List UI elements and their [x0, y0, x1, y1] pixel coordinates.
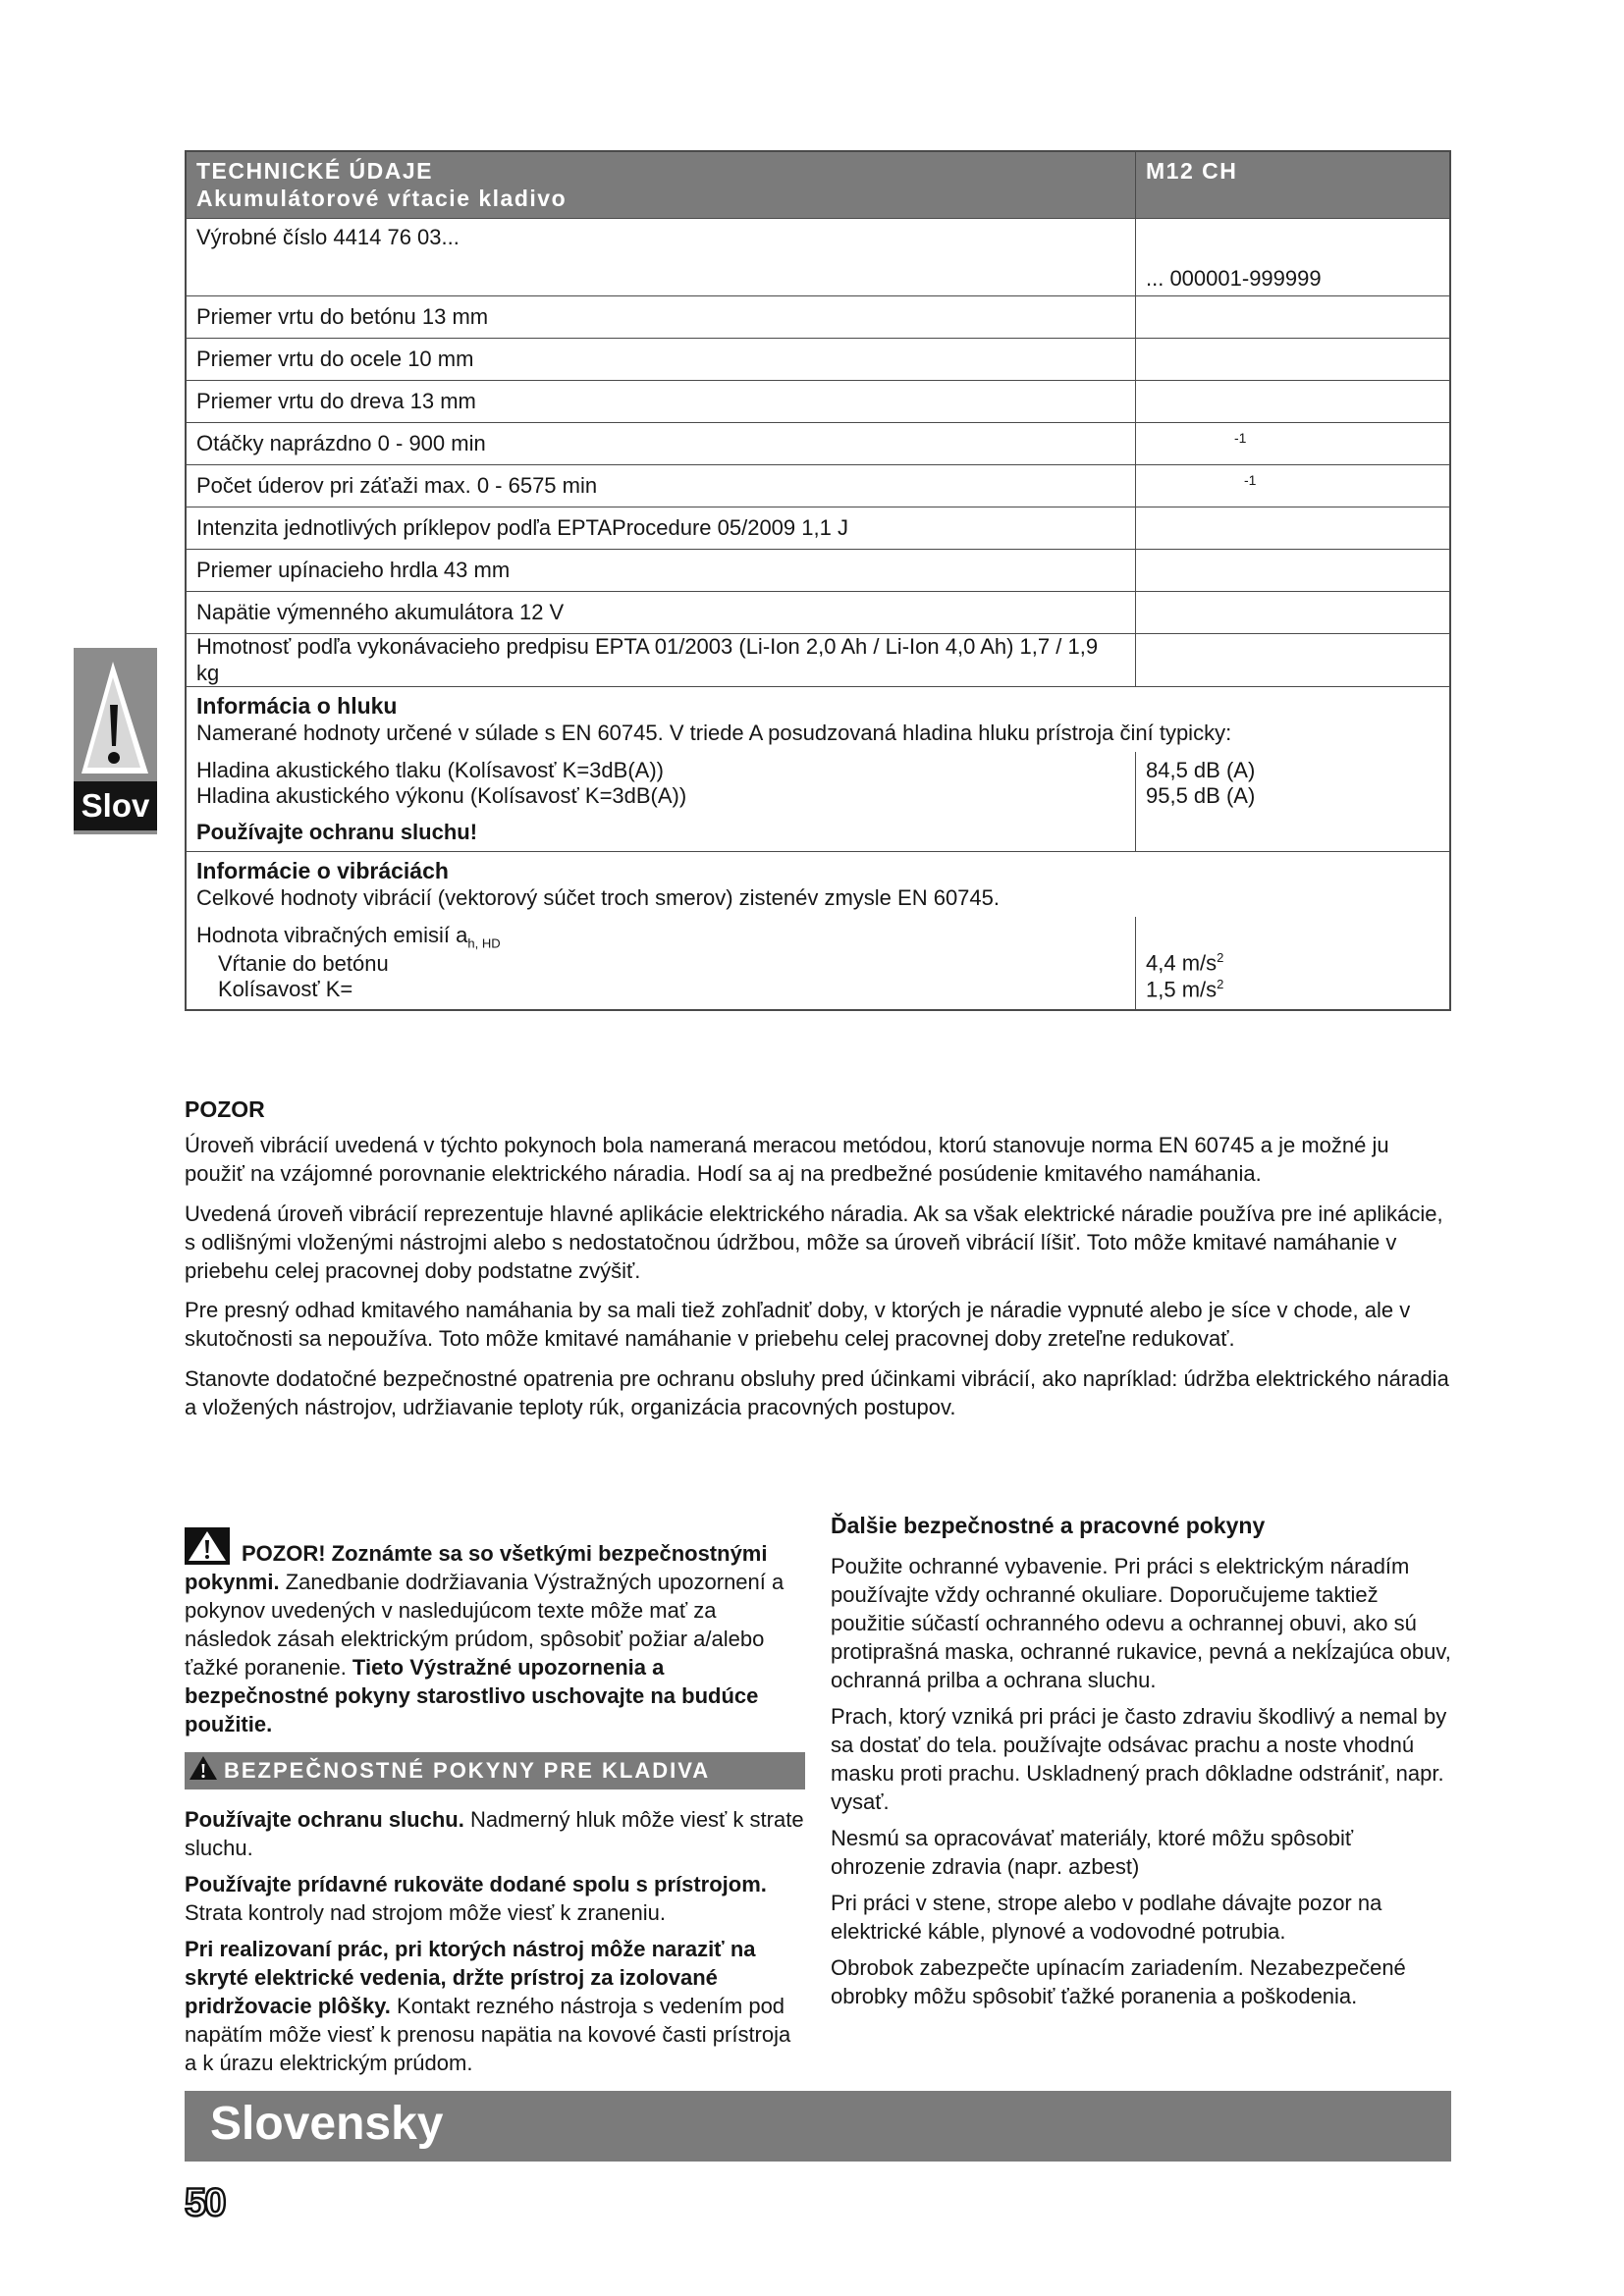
noise-labels	[186, 752, 1136, 852]
instruction-item	[185, 1935, 805, 2077]
pozor-paragraph-3: Pre presný odhad kmitavého namáhania by sa mali tiež zohľadniť doby, v ktorých je náradie vypnuté alebo je síce v chode, ale v skutočnosti sa nepoužíva. Toto môže kmitavé namáhanie v priebehu celej pracovnej doby zreteľne redukovať.	[185, 1298, 1411, 1351]
noise-pressure-value: 84,5 dB (A)	[1146, 757, 1256, 782]
section-title-bar	[185, 1752, 805, 1789]
square-exponent: 2	[1217, 977, 1224, 992]
vibration-intro-row	[186, 852, 1450, 917]
spec-label: Priemer upínacieho hrdla 43 mm	[186, 550, 1136, 592]
title-technical-data: TECHNICKÉ ÚDAJE	[196, 158, 434, 184]
pozor-heading: POZOR	[185, 1096, 265, 1122]
safety-paragraph: Pri práci v stene, strope alebo v podlahe dávajte pozor na elektrické káble, plynové a vodovodné potrubia.	[831, 1891, 1382, 1944]
safety-paragraph: Obrobok zabezpečte upínacím zariadením. Nezabezpečené obrobky môžu spôsobiť ťažké poranenia a poškodenia.	[831, 1955, 1406, 2008]
table-row	[186, 339, 1450, 381]
table-title	[186, 151, 1136, 219]
vibration-title: Informácie o vibráciách	[196, 858, 449, 884]
spec-label: Počet úderov pri záťaži max. 0 - 6575 min	[186, 465, 1136, 507]
table-row	[186, 296, 1450, 339]
instruction-text: Strata kontroly nad strojom môže viesť k zraneniu.	[185, 1900, 667, 1925]
spec-value	[1136, 507, 1451, 550]
instruction-text: Kontakt rezného nástroja s vedením pod napätím môže viesť k prenosu napätia na kovové časti prístroja a k úrazu elektrickým prúdom.	[185, 1994, 791, 2075]
table-row	[186, 219, 1450, 296]
footer-language: Slovensky	[210, 2098, 444, 2150]
square-exponent: 2	[1217, 950, 1224, 966]
model-name: M12 CH	[1136, 151, 1451, 219]
noise-pressure-label: Hladina akustického tlaku (Kolísavosť K=3dB(A))	[196, 757, 664, 782]
warning-bold-text: POZOR! Zoznámte sa so všetkými bezpečnostnými pokynmi.	[185, 1541, 768, 1594]
section-title: BEZPEČNOSTNÉ POKYNY PRE KLADIVA	[224, 1758, 711, 1783]
unit-exponent: -1	[1244, 471, 1257, 488]
instruction-item	[185, 1870, 805, 1927]
warning-icon	[78, 656, 152, 783]
safety-paragraph: Nesmú sa opracovávať materiály, ktoré môžu spôsobiť ohrozenie zdravia (napr. azbest)	[831, 1826, 1354, 1879]
spec-value	[1136, 296, 1451, 339]
instruction-bold: Pri realizovaní prác, pri ktorých nástroj môže naraziť na skryté elektrické vedenia, držte prístroj za izolované pridržovacie plôšky.	[185, 1937, 756, 2018]
vibration-k-label: Kolísavosť K=	[218, 977, 353, 1002]
spec-label: Intenzita jednotlivých príklepov podľa EPTAProcedure 05/2009 1,1 J	[186, 507, 1136, 550]
noise-power-label: Hladina akustického výkonu (Kolísavosť K=3dB(A))	[196, 783, 687, 809]
pozor-paragraph-4: Stanovte dodatočné bezpečnostné opatrenia pre ochranu obsluhy pred účinkami vibrácií, ako napríklad: údržba elektrického náradia a vložených nástrojov, udržiavanie teploty rúk, organizácia pracovných postupov.	[185, 1366, 1449, 1419]
warning-text: Zanedbanie dodržiavania Výstražných upozornení a pokynov uvedených v nasledujúcom texte môže mať za následok zásah elektrickým prúdom, spôsobiť požiar a/alebo ťažké poranenie.	[185, 1570, 785, 1680]
spec-value	[1136, 423, 1451, 465]
page-number: 50	[185, 2181, 225, 2224]
vibration-drill-label: Vŕtanie do betónu	[218, 951, 389, 977]
noise-values-row	[186, 752, 1450, 852]
vibration-intro: Celkové hodnoty vibrácií (vektorový súčet troch smerov) zistenév zmysle EN 60745.	[196, 884, 1000, 910]
spec-label: Napätie výmenného akumulátora 12 V	[186, 592, 1136, 634]
table-row	[186, 465, 1450, 507]
safety-paragraph: Použite ochranné vybavenie. Pri práci s elektrickým náradím používajte vždy ochranné okuliare. Doporučujeme taktiež použitie súčastí ochranného odevu a ochrannej obuvi, ako sú protiprašná maska, ochranné rukavice, pevná a nekĺzajúca obuv, ochranná prilba a ochrana sluchu.	[831, 1554, 1451, 1692]
vibration-subscript: h, HD	[467, 935, 501, 951]
spec-label: Priemer vrtu do dreva 13 mm	[186, 381, 1136, 423]
general-warning	[185, 1527, 805, 1738]
footer-language-bar	[185, 2091, 1451, 2162]
hearing-protection-note: Používajte ochranu sluchu!	[196, 819, 478, 844]
vibration-drill-number: 4,4 m/s	[1146, 950, 1218, 976]
instruction-item	[185, 1805, 805, 1862]
noise-intro-row	[186, 686, 1450, 751]
technical-data-table	[185, 150, 1451, 1011]
safety-paragraph: Prach, ktorý vzniká pri práci je často zdraviu škodlivý a nemal by sa dostať do tela. používajte odsávac prachu a noste vhodnú masku proti prachu. Uskladnený prach dôkladne odstrániť, napr. vysať.	[831, 1704, 1447, 1814]
table-row	[186, 423, 1450, 465]
noise-power-value: 95,5 dB (A)	[1146, 783, 1256, 809]
right-column-title: Ďalšie bezpečnostné a pracovné pokyny	[831, 1513, 1266, 1538]
warning-triangle-icon	[189, 1755, 218, 1781]
right-column	[831, 1512, 1451, 2018]
vibration-intro-cell	[186, 852, 1450, 917]
instruction-bold: Používajte prídavné rukoväte dodané spolu s prístrojom.	[185, 1872, 767, 1896]
spec-value	[1136, 550, 1451, 592]
table-row	[186, 634, 1450, 687]
noise-title: Informácia o hluku	[196, 692, 398, 719]
unit-exponent: -1	[1234, 429, 1247, 446]
side-tab-label: Slov	[74, 781, 157, 830]
serial-value: ... 000001-999999	[1136, 219, 1451, 296]
vibration-drill-value	[1146, 950, 1439, 977]
vibration-k-value	[1146, 977, 1439, 1003]
vibration-values	[1136, 917, 1451, 1010]
spec-value	[1136, 634, 1451, 687]
spec-value	[1136, 381, 1451, 423]
noise-intro-cell	[186, 686, 1450, 751]
vibration-k-number: 1,5 m/s	[1146, 977, 1218, 1002]
table-row	[186, 381, 1450, 423]
instruction-bold: Používajte ochranu sluchu.	[185, 1807, 464, 1832]
warning-triangle-icon	[185, 1527, 230, 1565]
serial-label: Výrobné číslo 4414 76 03...	[186, 219, 1136, 296]
table-header	[186, 151, 1450, 219]
table-row	[186, 592, 1450, 634]
language-side-tab	[74, 648, 157, 834]
vibration-values-row	[186, 917, 1450, 1010]
spec-value	[1136, 592, 1451, 634]
table-row	[186, 550, 1450, 592]
left-column	[185, 1512, 805, 2085]
warning-bold-text-2: Tieto Výstražné upozornenia a bezpečnostné pokyny starostlivo uschovajte na budúce použitie.	[185, 1655, 759, 1736]
spec-value	[1136, 339, 1451, 381]
vibration-emission-label	[196, 923, 1125, 951]
pozor-paragraph-1: Úroveň vibrácií uvedená v týchto pokynoch bola nameraná meracou metódou, ktorú stanovuje norma EN 60745 a je možné ju použiť na vzájomné porovnanie elektrického náradia. Hodí sa aj na predbežné posúdenie kmitavého namáhania.	[185, 1133, 1389, 1186]
vibration-emission-text: Hodnota vibračných emisií a	[196, 923, 468, 948]
pozor-paragraph-2: Uvedená úroveň vibrácií reprezentuje hlavné aplikácie elektrického náradia. Ak sa však elektrické náradie používa pre iné aplikácie, s odlišnými vloženými nástrojmi alebo s nedostatočnou údržbou, môže sa úroveň vibrácií líšiť. Toto môže kmitavé namáhanie v priebehu celej pracovnej doby podstatne zvýšiť.	[185, 1201, 1443, 1283]
noise-intro: Namerané hodnoty určené v súlade s EN 60745. V triede A posudzovaná hladina hluku prístroja činí typicky:	[196, 720, 1232, 745]
title-product: Akumulátorové vŕtacie kladivo	[196, 185, 568, 211]
spec-label: Priemer vrtu do betónu 13 mm	[186, 296, 1136, 339]
spec-value	[1136, 465, 1451, 507]
noise-values	[1136, 752, 1451, 852]
vibration-labels	[186, 917, 1136, 1010]
spec-label: Otáčky naprázdno 0 - 900 min	[186, 423, 1136, 465]
instruction-text: Nadmerný hluk môže viesť k strate sluchu.	[185, 1807, 804, 1860]
table-row	[186, 507, 1450, 550]
spec-label: Hmotnosť podľa vykonávacieho predpisu EPTA 01/2003 (Li-Ion 2,0 Ah / Li-Ion 4,0 Ah) 1,7 / 1,9 kg	[186, 634, 1136, 687]
spec-label: Priemer vrtu do ocele 10 mm	[186, 339, 1136, 381]
